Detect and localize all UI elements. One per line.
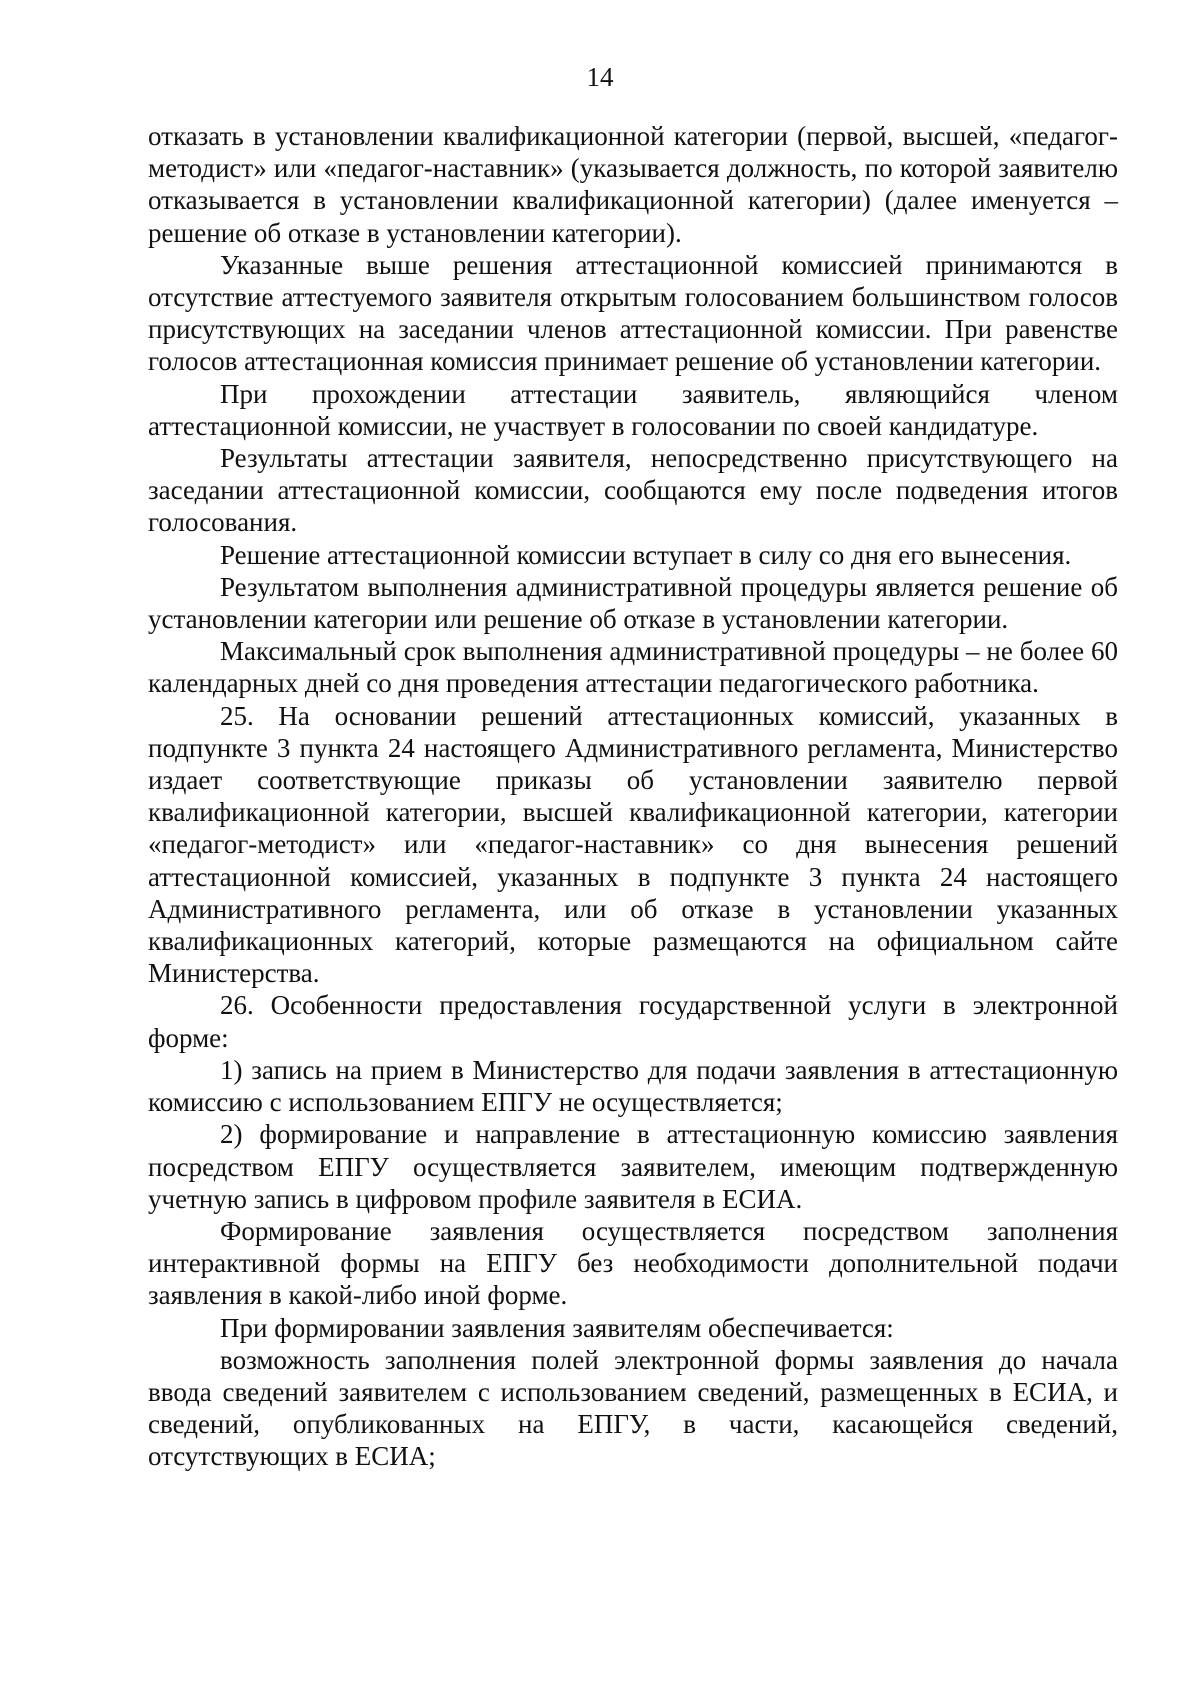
paragraph-member-voting: При прохождении аттестации заявитель, являющийся членом аттестационной комиссии, не участвует в голосовании по своей кандидатуре. [148, 378, 1118, 441]
paragraph-form-filling: Формирование заявления осуществляется посредством заполнения интерактивной формы на ЕПГУ без необходимости дополнительной подачи заявления в какой-либо иной форме. [148, 1215, 1118, 1311]
paragraph-commission-decisions: Указанные выше решения аттестационной комиссией принимаются в отсутствие аттестуемого заявителя открытым голосованием большинством голосов присутствующих на заседании членов аттестационной комиссии. При равенстве голосов аттестационная комиссия принимает решение об установлении категории. [148, 249, 1118, 377]
paragraph-item-26: 26. Особенности предоставления государственной услуги в электронной форме: [148, 990, 1118, 1053]
document-body [148, 120, 1118, 1473]
page-number: 14 [586, 62, 614, 92]
paragraph-procedure-result: Результатом выполнения административной процедуры является решение об установлении категории или решение об отказе в установлении категории. [148, 571, 1118, 635]
paragraph-item-25: 25. На основании решений аттестационных комиссий, указанных в подпункте 3 пункта 24 настоящего Административного регламента, Министерство издает соответствующие приказы об установлении заявителю первой квалификационной категории, высшей квалификационной категории, категории «педагог-методист» или «педагог-наставник» со дня вынесения решений аттестационной комиссией, указанных в подпункте 3 пункта 24 настоящего Административного регламента, или об отказе в установлении указанных квалификационных категорий, которые размещаются на официальном сайте Министерства. [148, 700, 1118, 989]
paragraph-subitem-1: 1) запись на прием в Министерство для подачи заявления в аттестационную комиссию с использованием ЕПГУ не осуществляется; [148, 1054, 1118, 1118]
paragraph-subitem-2: 2) формирование и направление в аттестационную комиссию заявления посредством ЕПГУ осуществляется заявителем, имеющим подтвержденную учетную запись в цифровом профиле заявителя в ЕСИА. [148, 1119, 1118, 1214]
paragraph-refusal-continuation: отказать в установлении квалификационной категории (первой, высшей, «педагог-методист» или «педагог-наставник» (указывается должность, по которой заявителю отказывается в установлении квалификационной категории) (далее именуется – решение об отказе в установлении категории). [148, 121, 1118, 248]
paragraph-results-notification: Результаты аттестации заявителя, непосредственно присутствующего на заседании аттестационной комиссии, сообщаются ему после подведения итогов голосования. [148, 443, 1118, 538]
paragraph-prefill-possibility: возможность заполнения полей электронной формы заявления до начала ввода сведений заявителем с использованием сведений, размещенных в ЕСИА, и сведений, опубликованных на ЕПГУ, в части, касающейся сведений, отсутствующих в ЕСИА; [148, 1344, 1118, 1472]
paragraph-form-provisions: При формировании заявления заявителям обеспечивается: [220, 1312, 894, 1343]
paragraph-decision-effect: Решение аттестационной комиссии вступает в силу со дня его вынесения. [220, 539, 1072, 570]
paragraph-max-term: Максимальный срок выполнения административной процедуры – не более 60 календарных дней со дня проведения аттестации педагогического работника. [148, 636, 1118, 699]
